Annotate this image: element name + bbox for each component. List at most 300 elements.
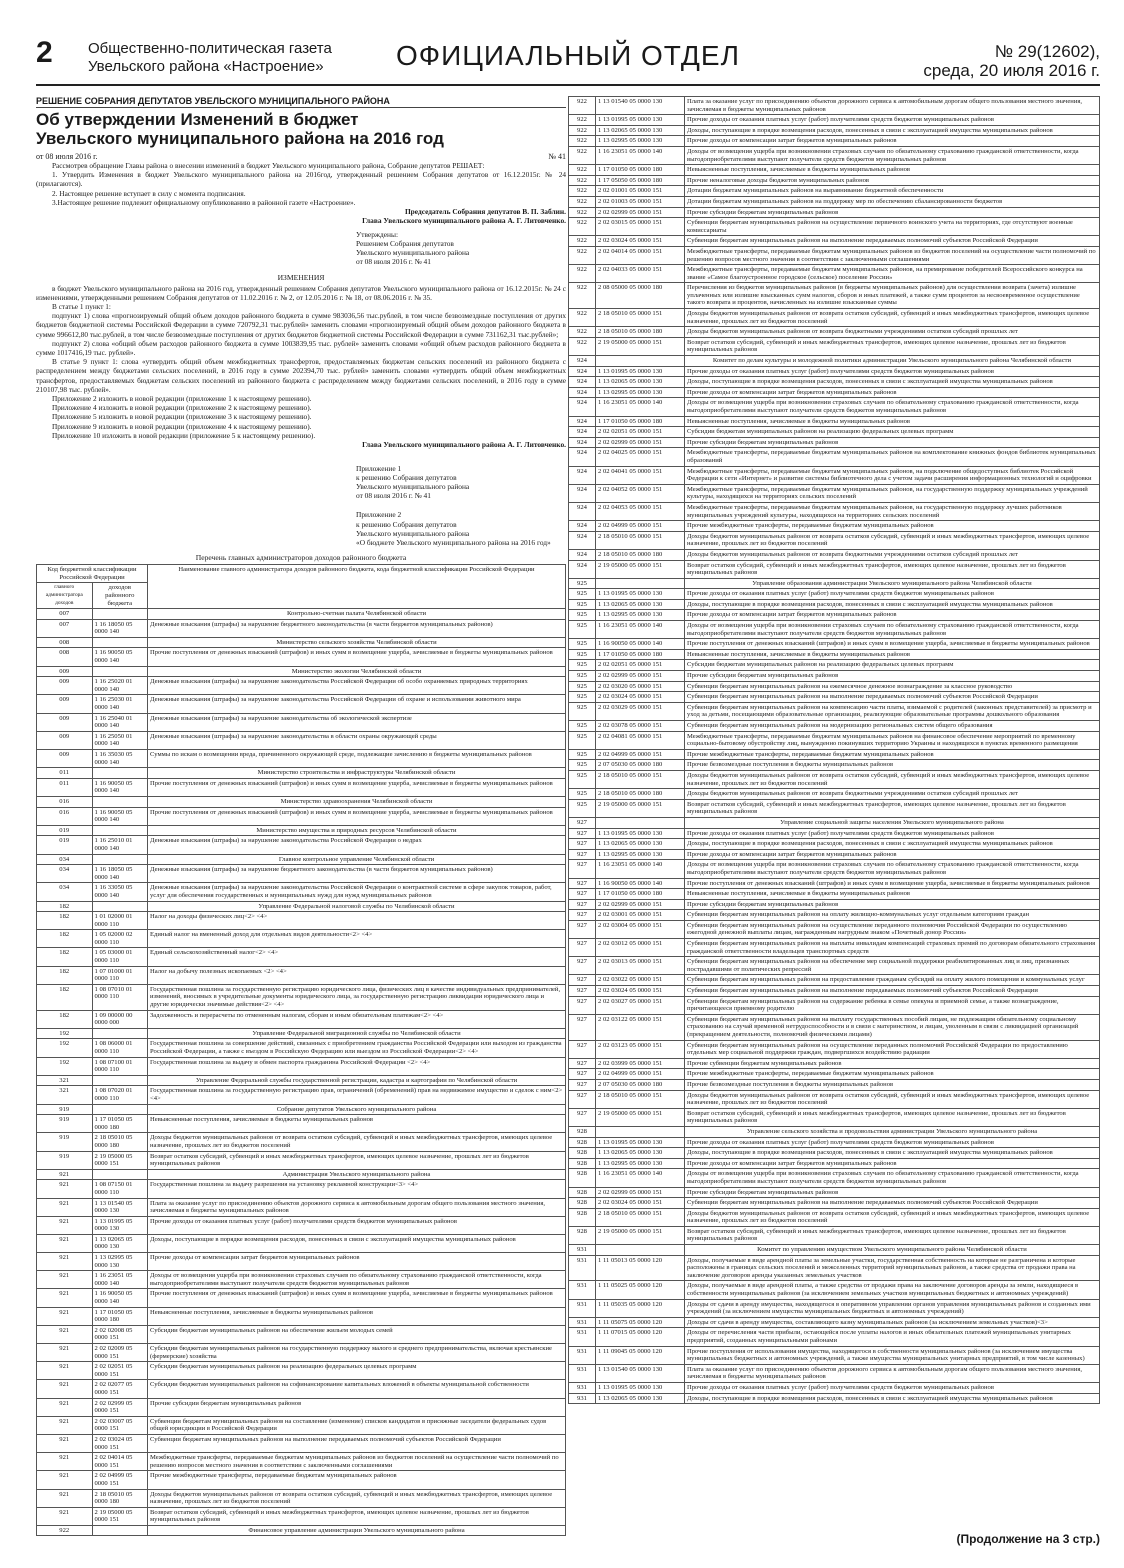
- name-cell: Возврат остатков субсидий, субвенций и иных межбюджетных трансфертов, имеющих целевое назначение, прошлых лет из бюджетов муниципальных районов: [685, 337, 1100, 355]
- name-cell: Доходы бюджетов муниципальных районов от возврата остатков субсидий, субвенций и иных межбюджетных трансфертов, имеющих целевое назначение, прошлых лет из бюджетов поселений: [148, 1133, 566, 1151]
- admin-code-cell: 921: [37, 1216, 93, 1234]
- income-code-cell: [92, 796, 148, 807]
- signature-chairman: Председатель Собрания депутатов В. П. Заблин.: [404, 207, 566, 217]
- admin-code-cell: 927: [569, 986, 596, 997]
- admin-code-cell: 009: [37, 677, 93, 695]
- table-row: [569, 1226, 1100, 1244]
- income-code-cell: 2 02 03012 05 0000 151: [596, 939, 685, 957]
- income-code-cell: 1 13 02995 05 0000 130: [596, 387, 685, 398]
- income-code-cell: 2 02 03024 05 0000 151: [596, 236, 685, 247]
- income-code-cell: [92, 1075, 148, 1086]
- name-cell: Прочие межбюджетные трансферты, передаваемые бюджетам муниципальных районов: [685, 521, 1100, 532]
- admin-code-cell: 922: [37, 1525, 93, 1536]
- name-cell: Прочие субсидии бюджетам муниципальных районов: [685, 207, 1100, 218]
- admin-code-cell: 924: [569, 437, 596, 448]
- table-row: [569, 1393, 1100, 1404]
- table-row: [569, 1014, 1100, 1040]
- name-cell: Возврат остатков субсидий, субвенций и иных межбюджетных трансфертов, имеющих целевое назначение, прошлых лет из бюджетов муниципальных районов: [685, 1108, 1100, 1126]
- income-code-cell: 1 16 25030 01 0000 140: [92, 695, 148, 713]
- income-code-cell: 2 02 02999 05 0000 151: [596, 207, 685, 218]
- name-cell: Единый налог на вмененный доход для отдельных видов деятельности<2> <4>: [148, 930, 566, 948]
- income-code-cell: 1 08 07010 01 0000 110: [92, 984, 148, 1010]
- newspaper-name: [88, 40, 378, 76]
- admin-code-cell: 192: [37, 1028, 93, 1039]
- table-row: [37, 1416, 566, 1434]
- income-code-cell: 1 13 01995 05 0000 130: [596, 366, 685, 377]
- income-code-cell: 2 02 02051 05 0000 151: [92, 1362, 148, 1380]
- table-row: [37, 1307, 566, 1325]
- name-cell: Доходы, поступающие в порядке возмещения расходов, понесенных в связи с эксплуатацией имущества муниципальных районов: [685, 839, 1100, 850]
- income-admin-table-left: [36, 564, 566, 1536]
- name-cell: Дотации бюджетам муниципальных районов на выравнивание бюджетной обеспеченности: [685, 186, 1100, 197]
- decision-paragraph: 3.Настоящее решение подлежит официальному опубликованию в районной газете «Настроение».: [52, 197, 356, 207]
- income-code-cell: [92, 854, 148, 865]
- table-row: [37, 807, 566, 825]
- admin-code-cell: 182: [37, 948, 93, 966]
- admin-code-cell: 321: [37, 1086, 93, 1104]
- admin-code-cell: 928: [569, 1187, 596, 1198]
- income-code-cell: 2 18 05010 05 0000 151: [596, 1090, 685, 1108]
- table-row: [569, 1158, 1100, 1169]
- admin-code-cell: 019: [37, 836, 93, 854]
- table-section-row: [569, 817, 1100, 828]
- table-row: [569, 366, 1100, 377]
- table-row: [569, 828, 1100, 839]
- admin-code-cell: 921: [37, 1471, 93, 1489]
- table-row: [37, 1325, 566, 1343]
- table-row: [569, 531, 1100, 549]
- admin-code-cell: 011: [37, 768, 93, 779]
- income-code-cell: 1 16 23051 05 0000 140: [596, 621, 685, 639]
- admin-code-cell: 931: [569, 1364, 596, 1382]
- name-cell: Комитет по делам культуры и молодежной политики администрации Увельского муниципального района Челябинской области: [685, 356, 1100, 367]
- table-row: [37, 930, 566, 948]
- income-code-cell: 2 19 05000 05 0000 151: [596, 799, 685, 817]
- table-row: [569, 115, 1100, 126]
- name-cell: Прочие доходы от компенсации затрат бюджетов муниципальных районов: [148, 1253, 566, 1271]
- table-row: [569, 1281, 1100, 1299]
- changes-title: ИЗМЕНЕНИЯ: [277, 272, 325, 282]
- name-cell: Прочие субсидии бюджетам муниципальных районов: [685, 899, 1100, 910]
- table-row: [569, 702, 1100, 720]
- table-row: [37, 1489, 566, 1507]
- table-row: [37, 778, 566, 796]
- income-code-cell: 2 19 05000 05 0000 151: [596, 1108, 685, 1126]
- name-cell: Задолженность и перерасчеты по отмененным налогам, сборам и иным обязательным платежам<2> <4>: [148, 1010, 566, 1028]
- income-code-cell: 2 02 02999 05 0000 151: [596, 671, 685, 682]
- name-cell: Прочие доходы от оказания платных услуг (работ) получателями средств бюджетов муниципальных районов: [685, 1137, 1100, 1148]
- name-cell: Доходы бюджетов муниципальных районов от возврата бюджетными учреждениями остатков субсидий прошлых лет: [685, 327, 1100, 338]
- income-code-cell: 2 08 05000 05 0000 180: [596, 283, 685, 309]
- appendix-2-block: [356, 510, 566, 547]
- income-code-cell: 1 16 25050 01 0000 140: [92, 731, 148, 749]
- name-cell: Доходы бюджетов муниципальных районов от возврата бюджетными учреждениями остатков субсидий прошлых лет: [685, 789, 1100, 800]
- appendix-line: Приложение 1: [356, 463, 402, 473]
- admin-code-cell: 925: [569, 660, 596, 671]
- name-cell: Денежные взыскания (штрафы) за нарушение законодательства Российской Федерации о недрах: [148, 836, 566, 854]
- appendix-note: Приложение 10 изложить в новой редакции (приложение 5 к настоящему решению).: [52, 430, 316, 440]
- name-cell: Межбюджетные трансферты, передаваемые бюджетам муниципальных районов на комплектование книжных фондов библиотек муниципальных образований: [685, 448, 1100, 466]
- name-cell: Министерство здравоохранения Челябинской области: [148, 796, 566, 807]
- income-code-cell: 1 16 23051 05 0000 140: [596, 146, 685, 164]
- table-section-row: [569, 1245, 1100, 1256]
- table-row: [37, 1133, 566, 1151]
- name-cell: Прочие поступления от использования имущества, находящегося в собственности муниципальных районов (за исключением имущества муниципальных бюджетных и автономных учреждений, а также имущества муниципальных унитарных предприятий, в том числе казенных): [685, 1346, 1100, 1364]
- income-code-cell: 2 07 05030 05 0000 180: [596, 760, 685, 771]
- table-row: [569, 218, 1100, 236]
- admin-code-cell: 922: [569, 125, 596, 136]
- admin-code-cell: 927: [569, 1014, 596, 1040]
- table-row: [569, 1346, 1100, 1364]
- income-code-cell: 1 16 90050 05 0000 140: [92, 648, 148, 666]
- name-cell: Доходы от сдачи в аренду имущества, составляющего казну муниципальных районов (за исключением земельных участков)<3>: [685, 1317, 1100, 1328]
- table-row: [569, 1058, 1100, 1069]
- name-cell: Межбюджетные трансферты, передаваемые бюджетам муниципальных районов из бюджетов поселений на осуществление части полномочий по решению вопросов местного значения в соответствии с заключенными соглашениями: [148, 1453, 566, 1471]
- admin-code-cell: 931: [569, 1393, 596, 1404]
- table-row: [569, 1040, 1100, 1058]
- admin-code-cell: 924: [569, 377, 596, 388]
- income-code-cell: 1 16 90050 05 0000 140: [596, 878, 685, 889]
- admin-code-cell: 182: [37, 912, 93, 930]
- income-code-cell: 1 13 01995 05 0000 130: [596, 1137, 685, 1148]
- appendix-note: Приложение 4 изложить в новой редакции (приложение 2 к настоящему решению).: [52, 403, 312, 413]
- income-code-cell: 2 19 05000 05 0000 151: [596, 560, 685, 578]
- income-code-cell: 2 02 02999 05 0000 151: [596, 899, 685, 910]
- table-row: [37, 1216, 566, 1234]
- admin-code-cell: 924: [569, 531, 596, 549]
- income-code-cell: 1 17 01050 05 0000 180: [596, 165, 685, 176]
- income-code-cell: 2 02 01001 05 0000 151: [596, 186, 685, 197]
- admin-code-cell: 927: [569, 849, 596, 860]
- table-row: [569, 749, 1100, 760]
- admin-code-cell: 925: [569, 789, 596, 800]
- table-row: [569, 387, 1100, 398]
- admin-code-cell: 927: [569, 860, 596, 878]
- name-cell: Прочие субсидии бюджетам муниципальных районов: [685, 1187, 1100, 1198]
- income-code-cell: 1 09 00000 00 0000 000: [92, 1010, 148, 1028]
- income-code-cell: 2 02 04081 05 0000 151: [596, 731, 685, 749]
- income-code-cell: 2 07 05030 05 0000 180: [596, 1079, 685, 1090]
- income-code-cell: 1 11 05075 05 0000 120: [596, 1317, 685, 1328]
- name-cell: Прочие доходы от оказания платных услуг (работ) получателями средств бюджетов муниципальных районов: [148, 1216, 566, 1234]
- admin-code-cell: 921: [37, 1307, 93, 1325]
- issue-number: № 29(12602),: [994, 42, 1100, 61]
- income-code-cell: 1 11 07015 05 0000 120: [596, 1328, 685, 1346]
- admin-code-cell: 922: [569, 207, 596, 218]
- admin-code-cell: 924: [569, 521, 596, 532]
- name-cell: Министерство экологии Челябинской области: [148, 666, 566, 677]
- name-cell: Плата за оказание услуг по присоединению объектов дорожного сервиса к автомобильным дорогам общего пользования местного значения, зачисляемая в бюджеты муниципальных районов: [148, 1198, 566, 1216]
- income-code-cell: 2 02 04999 05 0000 151: [596, 749, 685, 760]
- name-cell: Доходы, получаемые в виде арендной платы, а также средства от продажи права на заключение договоров аренды за земли, находящиеся в собственности муниципальных районов (за исключением земельных участков муниципальных бюджетных и автономных учреждений): [685, 1281, 1100, 1299]
- table-row: [569, 910, 1100, 921]
- admin-code-cell: 922: [569, 236, 596, 247]
- admin-code-cell: 928: [569, 1169, 596, 1187]
- income-code-cell: 1 13 01540 05 0000 130: [596, 1364, 685, 1382]
- name-cell: Межбюджетные трансферты, передаваемые бюджетам муниципальных районов из бюджетов поселений на осуществление части полномочий по решению вопросов местного значения в соответствии с заключенными соглашениями: [685, 246, 1100, 264]
- name-cell: Субсидии бюджетам муниципальных районов на реализацию федеральных целевых программ: [685, 660, 1100, 671]
- income-code-cell: 2 02 02077 05 0000 151: [92, 1380, 148, 1398]
- income-code-cell: 2 02 04041 05 0000 151: [596, 466, 685, 484]
- admin-code-cell: 928: [569, 1226, 596, 1244]
- name-cell: Доходы, получаемые в виде арендной платы за земельные участки, государственная собственность на которые не разграничена и которые расположены в границах сельских поселений и межселенных территорий муниципальных районов, а также средства от продажи права на заключение договоров аренды указанных земельных участков: [685, 1255, 1100, 1281]
- income-code-cell: [596, 1245, 685, 1256]
- article-1-sub1: подпункт 1) слова «прогнозируемый общий объем доходов районного бюджета в сумме 983036,56 тыс.рублей, в том числе безвозмездные поступления от других бюджетов бюджетной системы Российской Федерации в сумме 720792,31 тыс.рублей» заменить словами «прогнозируемый общий объем доходов районного бюджета в сумме 996612,80 тыс.рублей, в том числе безвозмездные поступления от других бюджетов бюджетной системы Российской Федерации в сумме 731162,31 тыс.рублей»;: [36, 311, 566, 339]
- admin-code-cell: 034: [37, 854, 93, 865]
- income-code-cell: [92, 666, 148, 677]
- income-code-cell: 1 16 18050 05 0000 140: [92, 619, 148, 637]
- income-code-cell: 2 02 04999 05 0000 151: [596, 1069, 685, 1080]
- income-code-cell: 2 02 03029 05 0000 151: [596, 702, 685, 720]
- admin-code-cell: 927: [569, 1079, 596, 1090]
- name-cell: Субвенции бюджетам муниципальных районов на выполнение передаваемых полномочий субъектов Российской Федерации: [685, 986, 1100, 997]
- table-row: [569, 878, 1100, 889]
- name-cell: Субвенции бюджетам муниципальных районов на компенсацию части платы, взимаемой с родителей (законных представителей) за присмотр и уход за детьми, посещающими образовательные организации, реализующие образовательные программы дошкольного образования: [685, 702, 1100, 720]
- income-code-cell: 2 02 04014 05 0000 151: [92, 1453, 148, 1471]
- income-code-cell: 1 13 02995 05 0000 130: [596, 849, 685, 860]
- table-row: [569, 721, 1100, 732]
- admin-code-cell: 925: [569, 621, 596, 639]
- table-section-row: [37, 637, 566, 648]
- table-row: [37, 1234, 566, 1252]
- table-row: [37, 1380, 566, 1398]
- income-code-cell: 1 16 18050 05 0000 140: [92, 865, 148, 883]
- table-section-row: [37, 1169, 566, 1180]
- income-code-cell: [92, 637, 148, 648]
- income-code-cell: 2 02 02008 05 0000 151: [92, 1325, 148, 1343]
- admin-code-cell: 182: [37, 901, 93, 912]
- income-code-cell: [92, 1104, 148, 1115]
- name-cell: Доходы от возмещения ущерба при возникновении страховых случаев по обязательному страхованию гражданской ответственности, когда выгодоприобретателями выступают получатели средств бюджетов муниципальных районов: [685, 860, 1100, 878]
- table-body-left: [37, 609, 566, 1536]
- income-code-cell: 2 02 03022 05 0000 151: [596, 975, 685, 986]
- admin-code-cell: 009: [37, 750, 93, 768]
- name-cell: Невыясненные поступления, зачисляемые в бюджеты муниципальных районов: [685, 889, 1100, 900]
- table-row: [37, 1362, 566, 1380]
- admin-code-cell: 921: [37, 1362, 93, 1380]
- table-row: [37, 1471, 566, 1489]
- admin-code-cell: 928: [569, 1158, 596, 1169]
- table-section-row: [37, 1525, 566, 1536]
- table-row: [569, 1317, 1100, 1328]
- decision-kicker: РЕШЕНИЕ СОБРАНИЯ ДЕПУТАТОВ УВЕЛЬСКОГО МУНИЦИПАЛЬНОГО РАЙОНА: [36, 96, 566, 108]
- admin-code-cell: 921: [37, 1253, 93, 1271]
- table-row: [569, 939, 1100, 957]
- name-cell: Плата за оказание услуг по присоединению объектов дорожного сервиса к автомобильным дорогам общего пользования местного значения, зачисляемая в бюджеты муниципальных районов: [685, 1364, 1100, 1382]
- admin-code-cell: 924: [569, 366, 596, 377]
- table-row: [37, 836, 566, 854]
- table-body-right: [569, 97, 1100, 1404]
- table-row: [37, 1453, 566, 1471]
- table-row: [37, 883, 566, 901]
- table-section-row: [37, 1104, 566, 1115]
- income-code-cell: 2 02 03122 05 0000 151: [596, 1014, 685, 1040]
- table-header-code: Код бюджетной классификации Российской Федерации: [37, 565, 148, 583]
- income-code-cell: 1 17 01050 05 0000 180: [92, 1307, 148, 1325]
- name-cell: Субсидии бюджетам муниципальных районов на софинансирование капитальных вложений в объекты муниципальной собственности: [148, 1380, 566, 1398]
- name-cell: Доходы, поступающие в порядке возмещения расходов, понесенных в связи с эксплуатацией имущества муниципальных районов: [685, 599, 1100, 610]
- article-1-sub2: подпункт 2) слова «общий объем расходов районного бюджета в сумме 1003839,95 тыс. рублей» заменить словами «общий объем расходов районного бюджета в сумме 1017416,19 тыс. рублей».: [36, 338, 566, 358]
- table-row: [569, 377, 1100, 388]
- income-code-cell: 2 02 03123 05 0000 151: [596, 1040, 685, 1058]
- admin-code-cell: 922: [569, 218, 596, 236]
- admin-code-cell: 921: [37, 1453, 93, 1471]
- table-row: [569, 1328, 1100, 1346]
- table-row: [37, 912, 566, 930]
- approval-line: от 08 июля 2016 г. № 41: [356, 257, 431, 267]
- name-cell: Прочие безвозмездные поступления в бюджеты муниципальных районов: [685, 1079, 1100, 1090]
- income-code-cell: 2 02 04014 05 0000 151: [596, 246, 685, 264]
- name-cell: Денежные взыскания (штрафы) за нарушение законодательства Российской Федерации об особо охраняемых природных территориях: [148, 677, 566, 695]
- appendix-line: «О бюджете Увельского муниципального района на 2016 год»: [356, 537, 551, 547]
- income-code-cell: [92, 768, 148, 779]
- admin-code-cell: 925: [569, 610, 596, 621]
- table-row: [569, 448, 1100, 466]
- income-code-cell: 1 16 90050 05 0000 140: [596, 639, 685, 650]
- income-code-cell: 1 08 07020 01 0000 110: [92, 1086, 148, 1104]
- table-row: [569, 437, 1100, 448]
- name-cell: Субсидии бюджетам муниципальных районов на реализацию федеральных целевых программ: [685, 427, 1100, 438]
- admin-code-cell: 007: [37, 619, 93, 637]
- admin-code-cell: 925: [569, 702, 596, 720]
- income-code-cell: 2 18 05010 05 0000 180: [92, 1133, 148, 1151]
- admin-code-cell: 921: [37, 1325, 93, 1343]
- income-admin-table-right: [568, 96, 1100, 1404]
- table-row: [569, 484, 1100, 502]
- table-row: [569, 671, 1100, 682]
- admin-code-cell: 927: [569, 1040, 596, 1058]
- name-cell: Субвенции бюджетам муниципальных районов на содержание ребенка в семье опекуна и приемной семье, а также вознаграждение, причитающееся приемному родителю: [685, 996, 1100, 1014]
- income-code-cell: 2 02 02999 05 0000 151: [92, 1398, 148, 1416]
- table-row: [569, 639, 1100, 650]
- admin-code-cell: 927: [569, 899, 596, 910]
- table-row: [569, 466, 1100, 484]
- income-code-cell: 2 02 03007 05 0000 151: [92, 1416, 148, 1434]
- table-row: [569, 899, 1100, 910]
- income-code-cell: 1 13 02065 05 0000 130: [596, 599, 685, 610]
- admin-code-cell: 927: [569, 839, 596, 850]
- income-code-cell: 1 11 09045 05 0000 120: [596, 1346, 685, 1364]
- name-cell: Собрание депутатов Увельского муниципального района: [148, 1104, 566, 1115]
- name-cell: Управление Федеральной налоговой службы по Челябинской области: [148, 901, 566, 912]
- name-cell: Прочие поступления от денежных взысканий (штрафов) и иных сумм в возмещение ущерба, зачисляемые в бюджеты муниципальных районов: [148, 778, 566, 796]
- name-cell: Субсидии бюджетам муниципальных районов на государственную поддержку малого и среднего предпринимательства, включая крестьянские (фермерские) хозяйства: [148, 1344, 566, 1362]
- table-row: [569, 427, 1100, 438]
- income-code-cell: 1 16 33050 05 0000 140: [92, 883, 148, 901]
- name-cell: Невыясненные поступления, зачисляемые в бюджеты муниципальных районов: [685, 165, 1100, 176]
- decision-paragraph: 1. Утвердить Изменения в бюджет Увельского муниципального района на 2016год, утвержденный решением Собрания депутатов от 16.12.2015г. № 24 (прилагаются).: [36, 170, 566, 189]
- income-code-cell: 1 13 02995 05 0000 130: [92, 1253, 148, 1271]
- article-9: В статье 9 пункт 1: слова «утвердить общий объем межбюджетных трансфертов, предоставляемых бюджетам сельских поселений из районного бюджета с распределением между бюджетами сельских поселений, в 2016 году в сумме 202394,70 тыс. рублей» заменить словами «утвердить общий объем межбюджетных трансфертов, предоставляемых бюджетам сельских поселений из районного бюджета с распределением между бюджетами сельских поселений, в 2016 году в сумме 210107,98 тыс. рублей».: [36, 357, 566, 394]
- table-row: [569, 521, 1100, 532]
- changes-subtitle: в бюджет Увельского муниципального района на 2016 год, утвержденный решением Собрания депутатов Увельского муниципального района от 16.12.2015г. № 24 с изменениями, утвержденными решением Собрания депутатов от 11.02.2016 г. № 2, от 12.05.2016 г. № 18, от 08.06.2016 г. № 35.: [36, 283, 566, 302]
- section-title: ОФИЦИАЛЬНЫЙ ОТДЕЛ: [396, 40, 740, 71]
- continuation-note: (Продолжение на 3 стр.): [956, 1532, 1100, 1546]
- income-code-cell: 1 17 01050 05 0000 180: [596, 649, 685, 660]
- approval-line: Увельского муниципального района: [356, 248, 470, 258]
- name-cell: Налог на доходы физических лиц<2> <4>: [148, 912, 566, 930]
- table-row: [37, 1344, 566, 1362]
- signature-head-2: Глава Увельского муниципального района А. Г. Литовченко.: [362, 440, 566, 450]
- income-code-cell: [92, 1028, 148, 1039]
- admin-code-cell: 921: [37, 1198, 93, 1216]
- admin-code-cell: 927: [569, 920, 596, 938]
- income-code-cell: 2 02 02051 05 0000 151: [596, 660, 685, 671]
- name-cell: Субвенции бюджетам муниципальных районов на составление (изменение) списков кандидатов в присяжные заседатели федеральных судов общей юрисдикции в Российской Федерации: [148, 1416, 566, 1434]
- table-row: [37, 695, 566, 713]
- admin-code-cell: 931: [569, 1281, 596, 1299]
- name-cell: Управление социальной защиты населения Увельского муниципального района: [685, 817, 1100, 828]
- name-cell: Денежные взыскания (штрафы) за нарушение законодательства об экологической экспертизе: [148, 713, 566, 731]
- table-row: [37, 1010, 566, 1028]
- newspaper-name-line1: Общественно-политическая газета: [88, 40, 332, 57]
- income-code-cell: 2 02 04053 05 0000 151: [596, 502, 685, 520]
- admin-code-cell: 925: [569, 731, 596, 749]
- table-row: [37, 619, 566, 637]
- income-code-cell: [92, 901, 148, 912]
- table-row: [569, 560, 1100, 578]
- name-cell: Прочие доходы от оказания платных услуг (работ) получателями средств бюджетов муниципальных районов: [685, 115, 1100, 126]
- admin-code-cell: 016: [37, 807, 93, 825]
- table-section-row: [37, 854, 566, 865]
- admin-code-cell: 927: [569, 957, 596, 975]
- income-code-cell: 1 16 25010 01 0000 140: [92, 836, 148, 854]
- income-code-cell: 2 02 04052 05 0000 151: [596, 484, 685, 502]
- admin-code-cell: 922: [569, 175, 596, 186]
- admin-code-cell: 922: [569, 165, 596, 176]
- admin-code-cell: 927: [569, 1090, 596, 1108]
- income-code-cell: 1 13 02995 05 0000 130: [596, 1158, 685, 1169]
- name-cell: Субвенции бюджетам муниципальных районов на предоставление гражданам субсидий на оплату жилого помещения и коммунальных услуг: [685, 975, 1100, 986]
- income-code-cell: 1 16 23051 05 0000 140: [596, 398, 685, 416]
- admin-code-cell: 931: [569, 1317, 596, 1328]
- name-cell: Прочие доходы от компенсации затрат бюджетов муниципальных районов: [685, 849, 1100, 860]
- name-cell: Прочие субвенции бюджетам муниципальных районов: [685, 1058, 1100, 1069]
- income-code-cell: 2 19 05000 05 0000 151: [596, 1226, 685, 1244]
- decision-title: [36, 110, 566, 148]
- decision-title-line2: Увельского муниципального района на 2016 год: [36, 129, 444, 148]
- admin-code-cell: 921: [37, 1416, 93, 1434]
- table-row: [37, 1057, 566, 1075]
- table-row: [569, 1079, 1100, 1090]
- income-code-cell: 2 18 05010 05 0000 151: [596, 770, 685, 788]
- page-number: 2: [36, 36, 53, 69]
- admin-code-cell: 927: [569, 817, 596, 828]
- appendix-1-block: [356, 464, 566, 501]
- table-row: [37, 1289, 566, 1307]
- admin-code-cell: 928: [569, 1208, 596, 1226]
- table-row: [37, 865, 566, 883]
- admin-code-cell: 925: [569, 749, 596, 760]
- table-row: [569, 731, 1100, 749]
- table-row: [569, 860, 1100, 878]
- admin-code-cell: 919: [37, 1133, 93, 1151]
- admin-code-cell: 924: [569, 549, 596, 560]
- name-cell: Доходы, поступающие в порядке возмещения расходов, понесенных в связи с эксплуатацией имущества муниципальных районов: [685, 1393, 1100, 1404]
- table-row: [37, 984, 566, 1010]
- table-row: [569, 549, 1100, 560]
- issue-date: среда, 20 июля 2016 г.: [923, 61, 1100, 80]
- income-code-cell: 1 13 02065 05 0000 130: [596, 377, 685, 388]
- name-cell: Доходы, поступающие в порядке возмещения расходов, понесенных в связи с эксплуатацией имущества муниципальных районов: [148, 1234, 566, 1252]
- income-code-cell: 2 02 03024 05 0000 151: [596, 692, 685, 703]
- admin-code-cell: 925: [569, 760, 596, 771]
- income-code-cell: 1 16 90050 05 0000 140: [92, 1289, 148, 1307]
- admin-code-cell: 928: [569, 1148, 596, 1159]
- name-cell: Доходы от сдачи в аренду имущества, находящегося в оперативном управлении органов управления муниципальных районов и созданных ими учреждений (за исключением имущества муниципальных бюджетных и автономных учреждений): [685, 1299, 1100, 1317]
- table-row: [569, 1148, 1100, 1159]
- name-cell: Межбюджетные трансферты, передаваемые бюджетам муниципальных районов на финансовое обеспечение мероприятий по временному социально-бытовому обустройству лиц, вынужденно покинувших территорию Украины и находящихся в пунктах временного размещения: [685, 731, 1100, 749]
